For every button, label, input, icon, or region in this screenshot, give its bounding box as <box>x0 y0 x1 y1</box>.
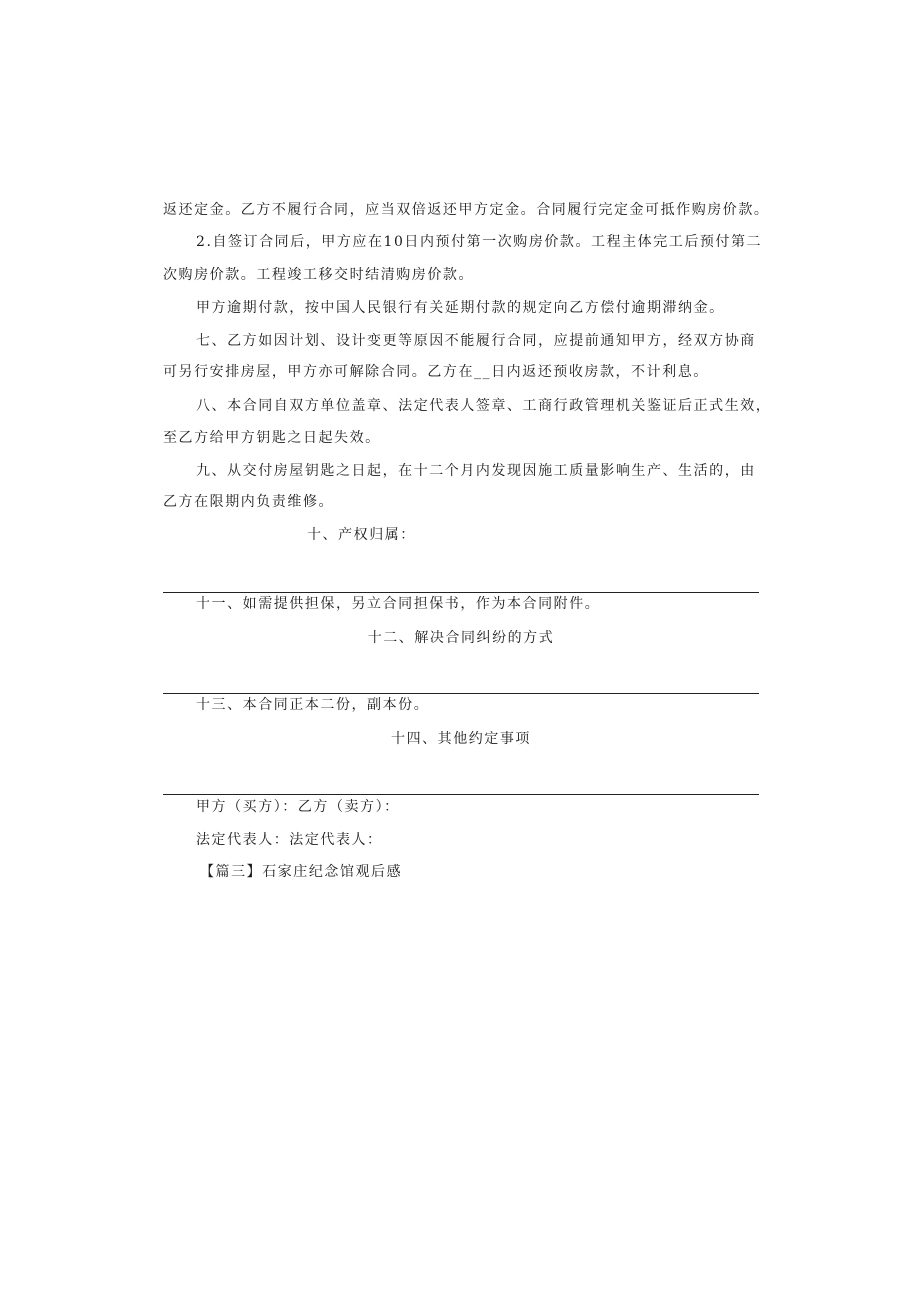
clause-10-heading: 十、产权归属： <box>307 527 416 543</box>
clause-9-line-2: 乙方在限期内负责维修。 <box>163 494 335 510</box>
clause-13: 十三、本合同正本二份，副本份。 <box>196 697 430 713</box>
clause-8-line-1: 八、本合同自双方单位盖章、法定代表人签章、工商行政管理机关鉴证后正式生效， <box>196 398 772 414</box>
clause-12-blank-line <box>163 693 759 694</box>
paragraph-late-payment: 甲方逾期付款，按中国人民银行有关延期付款的规定向乙方偿付逾期滞纳金。 <box>196 300 725 316</box>
clause-7-line-1: 七、乙方如因计划、设计变更等原因不能履行合同，应提前通知甲方，经双方协商 <box>196 333 756 349</box>
clause-14-heading: 十四、其他约定事项 <box>391 731 531 747</box>
paragraph-payment-2: 次购房价款。工程竣工移交时结清购房价款。 <box>163 267 474 283</box>
clause-14-blank-line <box>163 794 759 795</box>
paragraph-deposit-return: 返还定金。乙方不履行合同，应当双倍返还甲方定金。合同履行完定金可抵作购房价款。 <box>163 202 770 218</box>
clause-7-line-2: 可另行安排房屋，甲方亦可解除合同。乙方在__日内返还预收房款，不计利息。 <box>163 364 709 380</box>
signature-representatives: 法定代表人：法定代表人： <box>196 832 383 848</box>
clause-12-heading: 十二、解决合同纠纷的方式 <box>367 630 555 646</box>
clause-11: 十一、如需提供担保，另立合同担保书，作为本合同附件。 <box>196 596 601 612</box>
clause-9-line-1: 九、从交付房屋钥匙之日起，在十二个月内发现因施工质量影响生产、生活的，由 <box>196 463 756 479</box>
next-section-title: 【篇三】石家庄纪念馆观后感 <box>200 864 403 880</box>
clause-8-line-2: 至乙方给甲方钥匙之日起失效。 <box>163 430 381 446</box>
paragraph-payment-1: 2.自签订合同后，甲方应在10日内预付第一次购房价款。工程主体完工后预付第二 <box>196 234 763 250</box>
signature-parties: 甲方（买方）：乙方（卖方）： <box>196 799 400 815</box>
clause-10-blank-line <box>163 592 759 593</box>
